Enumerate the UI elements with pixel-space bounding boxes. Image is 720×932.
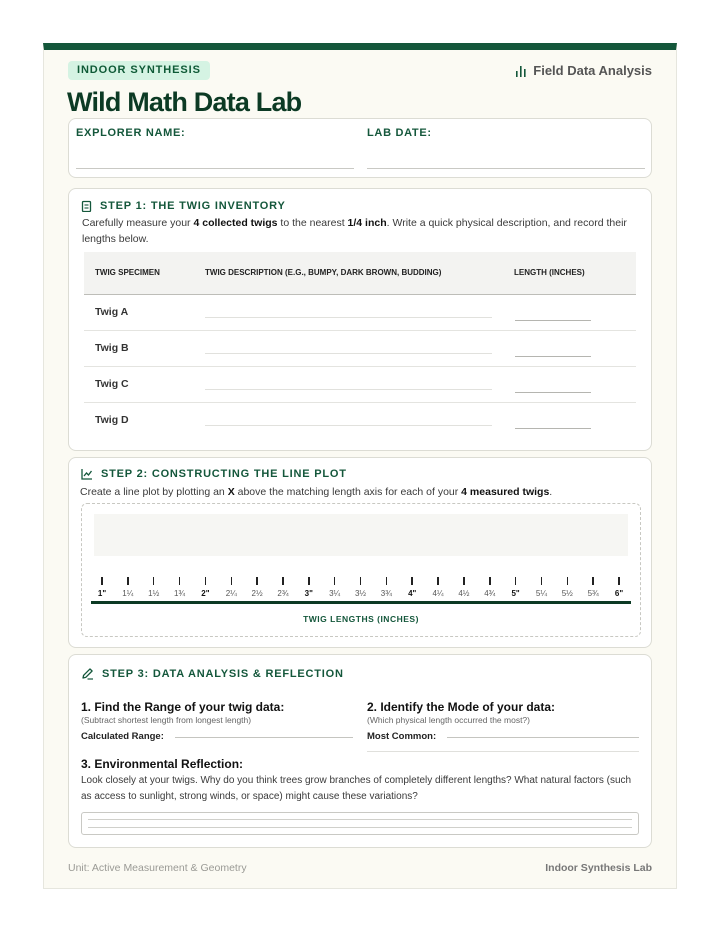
axis-tick-label: 5¼ xyxy=(535,589,547,598)
table-row xyxy=(84,402,636,438)
axis-tick xyxy=(463,577,465,585)
axis-tick-label: 5" xyxy=(511,589,520,598)
step2-heading xyxy=(81,468,347,480)
axis-tick-label: 4¾ xyxy=(484,589,496,598)
explorer-info-card xyxy=(68,118,652,178)
description-cell[interactable] xyxy=(194,294,503,330)
step3-heading xyxy=(81,667,344,680)
axis-tick xyxy=(541,577,543,585)
axis-tick-label: 4" xyxy=(408,589,417,598)
twig-label: Twig D xyxy=(95,414,129,427)
range-answer-label: Calculated Range: xyxy=(81,731,164,742)
axis-tick-label: 2" xyxy=(201,589,210,598)
twig-inventory-table xyxy=(84,252,636,438)
table-row xyxy=(84,294,636,330)
axis-tick-label: 1" xyxy=(97,589,107,598)
page-title: Wild Math Data Lab xyxy=(67,87,302,117)
footer-lab-name: Indoor Synthesis Lab xyxy=(545,862,652,874)
axis-tick xyxy=(360,577,362,585)
axis-tick-label: 3" xyxy=(304,589,313,598)
range-answer-field[interactable] xyxy=(175,737,353,738)
axis-tick-label: 4¼ xyxy=(432,589,444,598)
length-cell[interactable] xyxy=(503,402,636,438)
step2-title: STEP 2: CONSTRUCTING THE LINE PLOT xyxy=(101,468,347,480)
mode-question-hint: (Which physical length occurred the most?) xyxy=(367,715,530,725)
axis-tick xyxy=(437,577,439,585)
bar-chart-icon xyxy=(515,65,527,77)
axis-tick xyxy=(618,577,620,585)
lab-date-label: LAB DATE: xyxy=(367,127,432,139)
length-cell[interactable] xyxy=(503,294,636,330)
axis-tick xyxy=(179,577,181,585)
description-cell[interactable] xyxy=(194,402,503,438)
step1-card xyxy=(68,188,652,451)
axis-tick xyxy=(205,577,207,585)
range-question-hint: (Subtract shortest length from longest length) xyxy=(81,715,252,725)
line-chart-icon xyxy=(81,468,93,480)
axis-tick xyxy=(101,577,103,585)
mode-question-title: 2. Identify the Mode of your data: xyxy=(367,700,556,714)
reflection-question-title: 3. Environmental Reflection: xyxy=(81,757,244,771)
brand-label: Field Data Analysis xyxy=(533,63,652,78)
twig-label: Twig A xyxy=(84,294,194,330)
table-row xyxy=(84,330,636,366)
axis-tick-label: 3¼ xyxy=(329,589,341,598)
axis-tick-label: 1¾ xyxy=(173,589,186,598)
reflection-prompt: Look closely at your twigs. Why do you think trees grow branches of completely different lengths? What natural factors (such as access to sunlight, strong winds, or space) might cause these variations? xyxy=(81,775,632,802)
range-question-title: 1. Find the Range of your twig data: xyxy=(81,700,285,714)
axis-tick xyxy=(256,577,258,585)
step3-title: STEP 3: DATA ANALYSIS & REFLECTION xyxy=(102,667,344,680)
twig-label: Twig C xyxy=(84,366,194,402)
divider xyxy=(367,751,639,752)
axis-title: TWIG LENGTHS (INCHES) xyxy=(303,614,419,624)
axis-tick-label: 1½ xyxy=(148,589,160,598)
axis-tick xyxy=(127,577,129,585)
explorer-name-label: EXPLORER NAME: xyxy=(76,127,186,139)
axis-tick xyxy=(308,577,310,585)
axis-tick xyxy=(282,577,284,585)
description-cell[interactable] xyxy=(194,366,503,402)
axis-tick-label: 2¾ xyxy=(277,589,289,598)
axis-tick xyxy=(386,577,388,585)
step1-heading xyxy=(81,200,286,212)
axis-tick xyxy=(334,577,336,585)
axis-tick-label: 6" xyxy=(614,589,624,598)
step2-description: Create a line plot by plotting an X above the matching length axis for each of your 4 measured twigs. xyxy=(80,486,553,498)
step3-card xyxy=(68,654,652,848)
axis-tick-label: 2½ xyxy=(251,589,263,598)
axis-tick xyxy=(411,577,413,585)
step1-description: Carefully measure your 4 collected twigs to the nearest 1/4 inch. Write a quick physical description, and record their lengths below. xyxy=(82,217,627,245)
axis-tick-label: 1¼ xyxy=(122,589,134,598)
line-plot-area[interactable] xyxy=(81,503,641,637)
pencil-icon xyxy=(81,667,94,680)
axis-tick-label: 3¾ xyxy=(380,589,392,598)
axis-tick xyxy=(489,577,491,585)
step1-title: STEP 1: THE TWIG INVENTORY xyxy=(100,200,286,212)
axis-tick xyxy=(592,577,594,585)
column-header-specimen: TWIG SPECIMEN xyxy=(84,252,194,294)
axis-tick-label: 5½ xyxy=(561,589,573,598)
twig-label: Twig B xyxy=(84,330,194,366)
mode-answer-label: Most Common: xyxy=(367,731,437,742)
category-badge: INDOOR SYNTHESIS xyxy=(68,61,210,80)
lab-date-field[interactable] xyxy=(367,168,645,169)
description-cell[interactable] xyxy=(194,330,503,366)
clipboard-icon xyxy=(81,200,92,212)
footer-unit: Unit: Active Measurement & Geometry xyxy=(68,862,247,874)
reflection-answer-box[interactable] xyxy=(81,812,639,835)
axis-tick xyxy=(153,577,155,585)
column-header-length: LENGTH (INCHES) xyxy=(503,252,636,294)
axis-tick xyxy=(567,577,569,585)
axis-tick xyxy=(515,577,517,585)
plot-marking-zone xyxy=(94,514,628,556)
step2-card xyxy=(68,457,652,648)
number-line-axis xyxy=(91,601,631,604)
axis-tick-label: 3½ xyxy=(354,589,367,598)
worksheet-page xyxy=(43,43,677,889)
mode-answer-field[interactable] xyxy=(447,737,639,738)
column-header-description: TWIG DESCRIPTION (E.G., BUMPY, DARK BROWN, BUDDING) xyxy=(194,252,503,294)
axis-tick xyxy=(231,577,233,585)
table-row xyxy=(84,366,636,402)
brand xyxy=(515,63,652,78)
length-cell[interactable] xyxy=(503,366,636,402)
axis-tick-label: 5¾ xyxy=(587,589,599,598)
length-cell[interactable] xyxy=(503,330,636,366)
axis-tick-label: 4½ xyxy=(458,589,470,598)
explorer-name-field[interactable] xyxy=(76,168,354,169)
axis-tick-label: 2¼ xyxy=(225,589,237,598)
